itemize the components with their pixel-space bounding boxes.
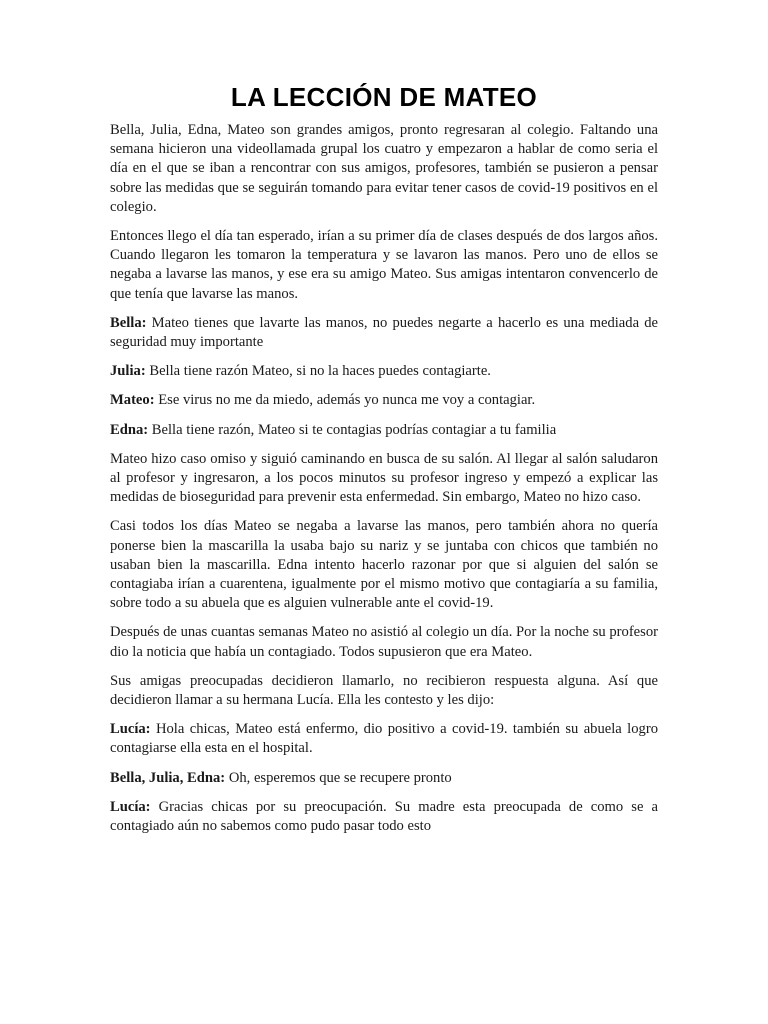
document-title: LA LECCIÓN DE MATEO [230, 82, 538, 112]
paragraph [110, 672, 658, 710]
paragraph-text: Sus amigas preocupadas decidieron llamarlo, no recibieron respuesta alguna. Así que decidieron llamar a su hermana Lucía. Ella les contesto y les dijo: [110, 672, 658, 709]
paragraph-text: Después de unas cuantas semanas Mateo no asistió al colegio un día. Por la noche su profesor dio la noticia que había un contagiado. Todos supusieron que era Mateo. [110, 624, 658, 660]
dialogue-line [110, 362, 658, 381]
speaker-name: Lucía: [110, 798, 151, 815]
paragraph [110, 450, 658, 508]
speaker-name: Julia: [110, 363, 146, 380]
paragraph-text: Entonces llego el día tan esperado, irían a su primer día de clases después de dos largos años. Cuando llegaron les tomaron la temperatura y se lavaron las manos. Pero uno de ellos se negaba a lavarse las manos, y ese era su amigo Mateo. Sus amigas intentaron convencerlo de que tenía que lavarse las manos. [110, 228, 658, 302]
paragraph [110, 623, 658, 661]
speaker-name: Lucía: [110, 721, 151, 738]
dialogue-line [110, 421, 658, 440]
speaker-name: Edna: [110, 421, 149, 438]
dialogue-text: Gracias chicas por su preocupación. Su madre esta preocupada de como se a contagiado aún no sabemos como pudo pasar todo esto [110, 798, 658, 835]
speaker-name: Bella, Julia, Edna: [110, 769, 226, 786]
dialogue-text: Ese virus no me da miedo, además yo nunca me voy a contagiar. [158, 392, 536, 409]
speaker-name: Bella: [110, 314, 147, 331]
dialogue-text: Oh, esperemos que se recupere pronto [228, 769, 452, 786]
paragraph [110, 517, 658, 613]
paragraph-text: Mateo hizo caso omiso y siguió caminando en busca de su salón. Al llegar al salón saludaron al profesor y ingresaron, a los pocos minutos su profesor ingreso y empezó a explicar las medidas de bioseguridad para prevenir esta enfermedad. Sin embargo, Mateo no hizo caso. [110, 450, 658, 506]
dialogue-text: Bella tiene razón, Mateo si te contagias podrías contagiar a tu familia [151, 421, 557, 438]
dialogue-line [110, 798, 658, 836]
paragraph-text: Bella, Julia, Edna, Mateo son grandes amigos, pronto regresaran al colegio. Faltando una semana hicieron una videollamada grupal los cuatro y empezaron a hablar de como seria el día en el que se iban a rencontrar con sus amigos, profesores, también se pusieron a pensar sobre las medidas que se seguirán tomando para evitar tener casos de covid-19 positivos en el colegio. [110, 122, 658, 215]
dialogue-line [110, 720, 658, 758]
dialogue-line [110, 391, 658, 410]
paragraph [110, 121, 658, 217]
dialogue-text: Hola chicas, Mateo está enfermo, dio positivo a covid-19. también su abuela logro contagiarse ella esta en el hospital. [110, 721, 658, 757]
paragraph-text: Casi todos los días Mateo se negaba a lavarse las manos, pero también ahora no quería ponerse bien la mascarilla la usaba bajo su nariz y se juntaba con chicos que también no usaban bien la mascarilla. Edna intento hacerlo razonar por que si alguien del salón se contagiaba irían a cuarentena, igualmente por el mismo motivo que contagiaría a su familia, sobre todo a su abuela que es alguien vulnerable ante el covid-19. [110, 518, 658, 612]
document-page [110, 82, 658, 846]
speaker-name: Mateo: [110, 392, 155, 409]
dialogue-line [110, 314, 658, 352]
dialogue-line [110, 769, 658, 788]
dialogue-text: Bella tiene razón Mateo, si no la haces puedes contagiarte. [149, 363, 491, 380]
dialogue-text: Mateo tienes que lavarte las manos, no puedes negarte a hacerlo es una mediada de seguridad muy importante [110, 314, 658, 351]
paragraph [110, 227, 658, 304]
